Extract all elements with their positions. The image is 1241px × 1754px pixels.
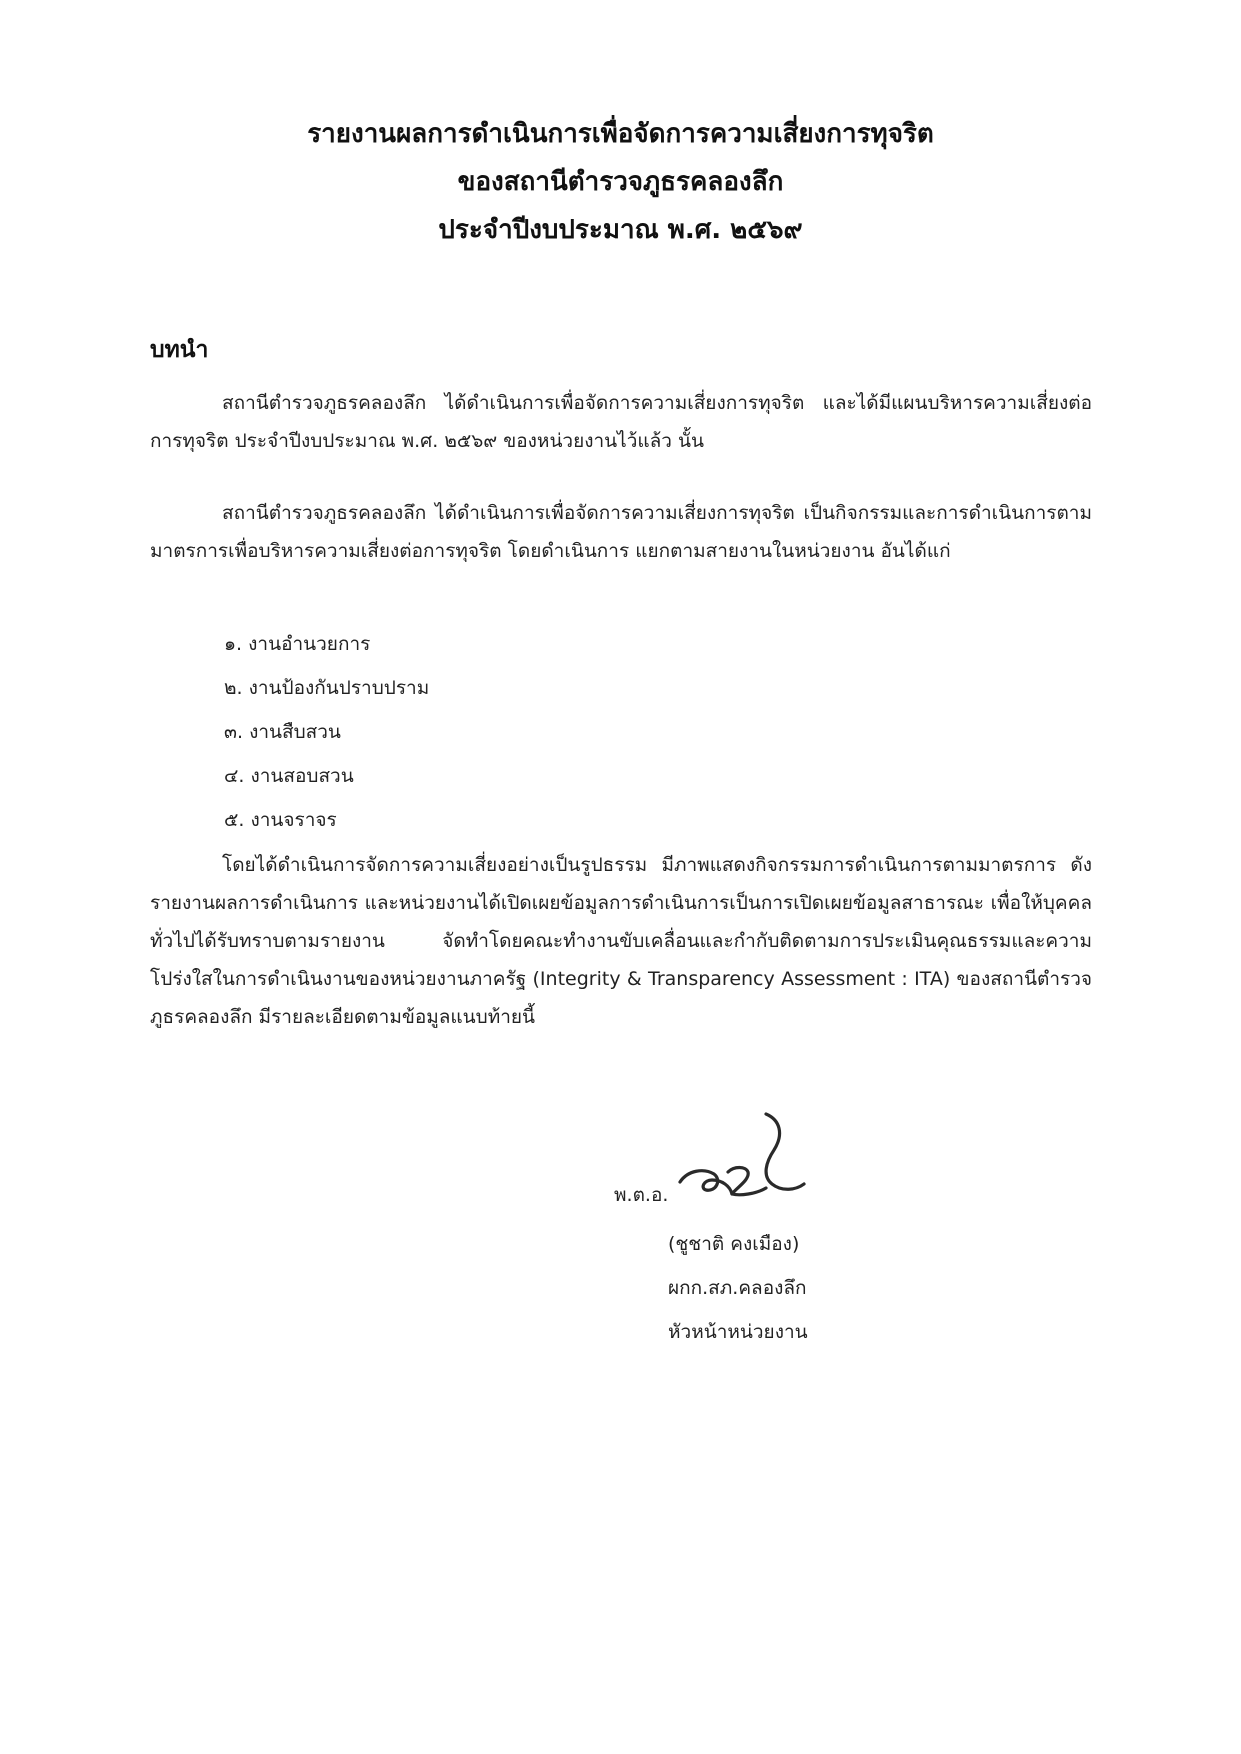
signature-block xyxy=(614,1110,914,1220)
list-item: ๑. งานอำนวยการ xyxy=(224,633,371,655)
paragraph-intro-text: สถานีตำรวจภูธรคลองลึก ได้ดำเนินการเพื่อจัดการความเสี่ยงการทุจริต และได้มีแผนบริหารความเสี่ยงต่อการทุจริต ประจำปีงบประมาณ พ.ศ. ๒๕๖๙ ของหน่วยงานไว้แล้ว นั้น xyxy=(150,392,1092,452)
paragraph-results-text: โดยได้ดำเนินการจัดการความเสี่ยงอย่างเป็นรูปธรรม มีภาพแสดงกิจกรรมการดำเนินการตามมาตรการ ดังรายงานผลการดำเนินการ และหน่วยงานได้เปิดเผยข้อมูลการดำเนินการเป็นการเปิดเผยข้อมูลสาธารณะ เพื่อให้บุคคลทั่วไปได้รับทราบตามรายงาน จัดทำโดยคณะทำงานขับเคลื่อนและกำกับติดตามการประเมินคุณธรรมและความโปร่งใสในการดำเนินงานของหน่วยงานภาครัฐ (Integrity & Transparency Assessment : ITA) ของสถานีตำรวจภูธรคลองลึก มีรายละเอียดตามข้อมูลแนบท้ายนี้ xyxy=(150,854,1092,1028)
paragraph-activities-text: สถานีตำรวจภูธรคลองลึก ได้ดำเนินการเพื่อจัดการความเสี่ยงการทุจริต เป็นกิจกรรมและการดำเนินการตามมาตรการเพื่อบริหารความเสี่ยงต่อการทุจริต โดยดำเนินการ แยกตามสายงานในหน่วยงาน อันได้แก่ xyxy=(150,502,1092,562)
title-line-3: ประจำปีงบประมาณ พ.ศ. ๒๕๖๙ xyxy=(438,215,803,245)
handwritten-signature xyxy=(670,1110,810,1210)
signer-name: (ชูชาติ คงเมือง) xyxy=(668,1233,800,1255)
list-item: ๕. งานจราจร xyxy=(224,809,337,831)
title-line-2: ของสถานีตำรวจภูธรคลองลึก xyxy=(457,167,784,197)
list-item: ๔. งานสอบสวน xyxy=(224,765,354,787)
paragraph-intro xyxy=(150,384,1092,460)
signer-rank: พ.ต.อ. xyxy=(614,1184,669,1206)
paragraph-results xyxy=(150,846,1092,1036)
work-lines-list xyxy=(224,622,429,842)
signer-role: หัวหน้าหน่วยงาน xyxy=(668,1321,808,1343)
section-heading: บทนำ xyxy=(150,337,209,363)
signer-details xyxy=(668,1222,808,1354)
list-item: ๒. งานป้องกันปราบปราม xyxy=(224,677,430,699)
list-item: ๓. งานสืบสวน xyxy=(224,721,341,743)
document-title xyxy=(0,110,1241,254)
title-line-1: รายงานผลการดำเนินการเพื่อจัดการความเสี่ยงการทุจริต xyxy=(307,119,934,149)
signer-position: ผกก.สภ.คลองลึก xyxy=(668,1277,807,1299)
paragraph-activities xyxy=(150,494,1092,570)
